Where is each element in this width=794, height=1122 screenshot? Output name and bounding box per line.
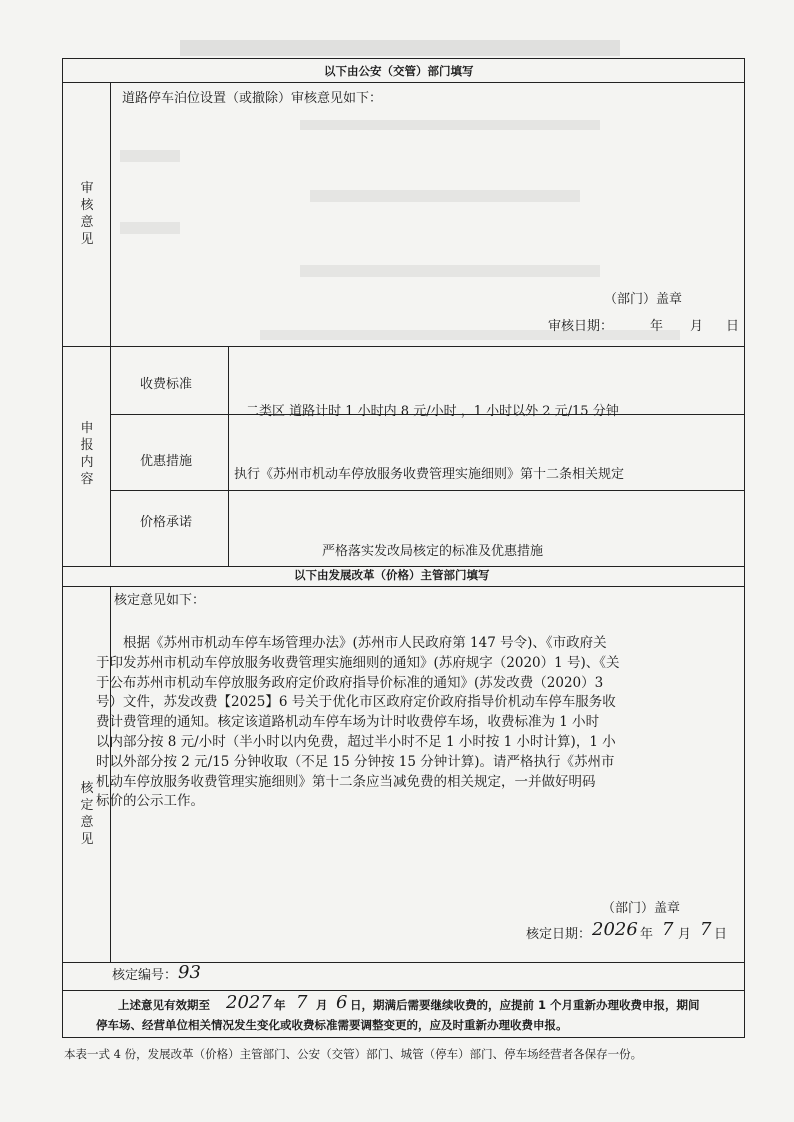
- paragraph-line: 时以外部分按 2 元/15 分钟收取（不足 15 分钟按 15 分钟计算)。请严格执行《苏州市: [96, 753, 615, 770]
- validity-year: 年: [274, 998, 286, 1012]
- paragraph-line: 于印发苏州市机动车停放服务收费管理实施细则的通知》(苏府规字（2020）1 号)、《关: [96, 654, 620, 671]
- discount-value: 执行《苏州市机动车停放服务收费管理实施细则》第十二条相关规定: [234, 467, 625, 482]
- police-date-month: 月: [690, 319, 704, 334]
- rule: [62, 962, 745, 963]
- validity-prefix: 上述意见有效期至: [118, 998, 210, 1012]
- approval-number-handwritten: 93: [178, 962, 201, 983]
- police-stamp-text: （部门）盖章: [604, 292, 683, 307]
- rule: [62, 990, 745, 991]
- price-date-day-handwritten: 7: [700, 919, 712, 940]
- price-date-year-handwritten: 2026: [592, 919, 638, 940]
- police-date-label: 审核日期：: [548, 319, 614, 334]
- paragraph-line: 根据《苏州市机动车停车场管理办法》(苏州市人民政府第 147 号令)、《市政府关: [123, 635, 607, 651]
- discount-label: 优惠措施: [140, 454, 193, 469]
- police-opinion-text: 道路停车泊位设置（或撤除）审核意见如下：: [122, 91, 383, 106]
- police-section-header: 以下由公安（交管）部门填写: [324, 64, 474, 78]
- rule: [110, 490, 745, 491]
- rule: [110, 82, 111, 566]
- price-stamp-text: （部门）盖章: [602, 901, 681, 916]
- police-date-year: 年: [650, 319, 664, 334]
- validity-line2: 停车场、经营单位相关情况发生变化或收费标准需要调整变更的，应及时重新办理收费申报。: [96, 1018, 568, 1032]
- validity-month: 月: [316, 998, 328, 1012]
- rule: [228, 346, 229, 566]
- validity-suffix: 日，期满后需要继续收费的，应提前 1 个月重新办理收费申报，期间: [350, 998, 700, 1012]
- paragraph-line: 以内部分按 8 元/小时（半小时以内免费，超过半小时不足 1 小时按 1 小时计算)，1 小: [96, 733, 616, 750]
- validity-month-handwritten: 7: [296, 992, 308, 1013]
- police-date-day: 日: [726, 319, 740, 334]
- rule: [62, 346, 745, 347]
- price-date-label: 核定日期：: [526, 927, 592, 942]
- price-date-month: 月: [678, 927, 692, 942]
- rule: [62, 82, 745, 83]
- paragraph-line: 号）文件，苏发改费【2025】6 号关于优化市区政府定价政府指导价机动车停车服务收: [96, 694, 616, 711]
- price-section-header: 以下由发展改革（价格）主管部门填写: [294, 568, 490, 582]
- application-side-label: 申报内容: [80, 421, 94, 487]
- rule: [62, 566, 745, 567]
- price-intro: 核定意见如下：: [114, 593, 206, 608]
- price-promise-value: 严格落实发改局核定的标准及优惠措施: [322, 544, 544, 559]
- price-opinion-paragraph: [96, 634, 716, 812]
- price-promise-label: 价格承诺: [140, 515, 193, 530]
- footer-note: 本表一式 4 份，发展改革（价格）主管部门、公安（交管）部门、城管（停车）部门、停车场经营者各保存一份。: [64, 1047, 643, 1061]
- paragraph-line: 于公布苏州市机动车停放服务政府定价政府指导价标准的通知》(苏发改费（2020）3: [96, 674, 604, 691]
- price-side-label: 核定意见: [80, 781, 94, 847]
- price-date-year: 年: [640, 927, 654, 942]
- paragraph-line: 机动车停放服务收费管理实施细则》第十二条应当减免费的相关规定，一并做好明码: [96, 773, 596, 790]
- fee-standard-label: 收费标准: [140, 377, 193, 392]
- validity-year-handwritten: 2027: [226, 992, 272, 1013]
- rule: [62, 586, 745, 587]
- bleed-through-shadow: [180, 40, 620, 56]
- price-date-month-handwritten: 7: [662, 919, 674, 940]
- approval-number-label: 核定编号：: [112, 968, 178, 983]
- validity-day-handwritten: 6: [336, 992, 348, 1013]
- paragraph-line: 费计费管理的通知。核定该道路机动车停车场为计时收费停车场，收费标准为 1 小时: [96, 714, 600, 731]
- paragraph-line: 标价的公示工作。: [96, 793, 204, 810]
- price-date-day: 日: [714, 927, 728, 942]
- fee-standard-value: 二类区 道路计时 1 小时内 8 元/小时 ，1 小时以外 2 元/15 分钟: [246, 404, 619, 419]
- police-side-label: 审核意见: [80, 181, 94, 247]
